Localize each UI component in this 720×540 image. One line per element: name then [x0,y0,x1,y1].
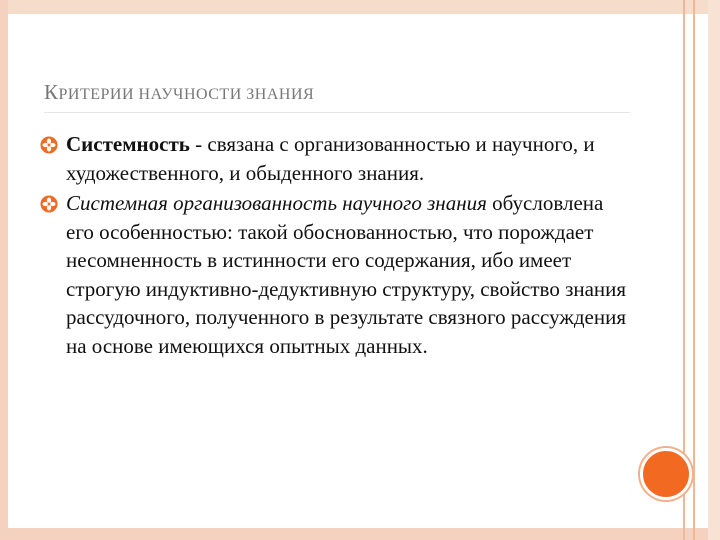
title-first-letter: К [44,80,59,104]
bottom-border [0,528,720,540]
bullet-italic-term: Системная организованность научного знания [66,191,487,215]
title-divider [44,112,630,113]
bullet-item [40,189,630,360]
four-petal-flower-icon [40,136,58,154]
left-border [0,0,8,540]
right-border [708,0,720,540]
decorative-circle [640,448,692,500]
bullet-bold-term: Системность [66,132,190,156]
four-petal-flower-icon [40,195,58,213]
slide-content [40,130,630,362]
slide-title [44,80,314,105]
right-decor-line [693,0,695,540]
title-rest: РИТЕРИИ НАУЧНОСТИ ЗНАНИЯ [58,86,315,103]
bullet-text: - связана с организованностью и научного, и художественного, и обыденного знания. [66,132,595,185]
bullet-item [40,130,630,187]
bullet-text: обусловлена его особенностью: такой обоснованностью, что порождает несомненность в истинности его содержания, ибо имеет строгую индуктивно-дедуктивную структуру, свойство знания рассудочного, полученного в результате связного рассуждения на основе имеющихся опытных данных. [66,191,627,358]
top-border [0,0,720,14]
